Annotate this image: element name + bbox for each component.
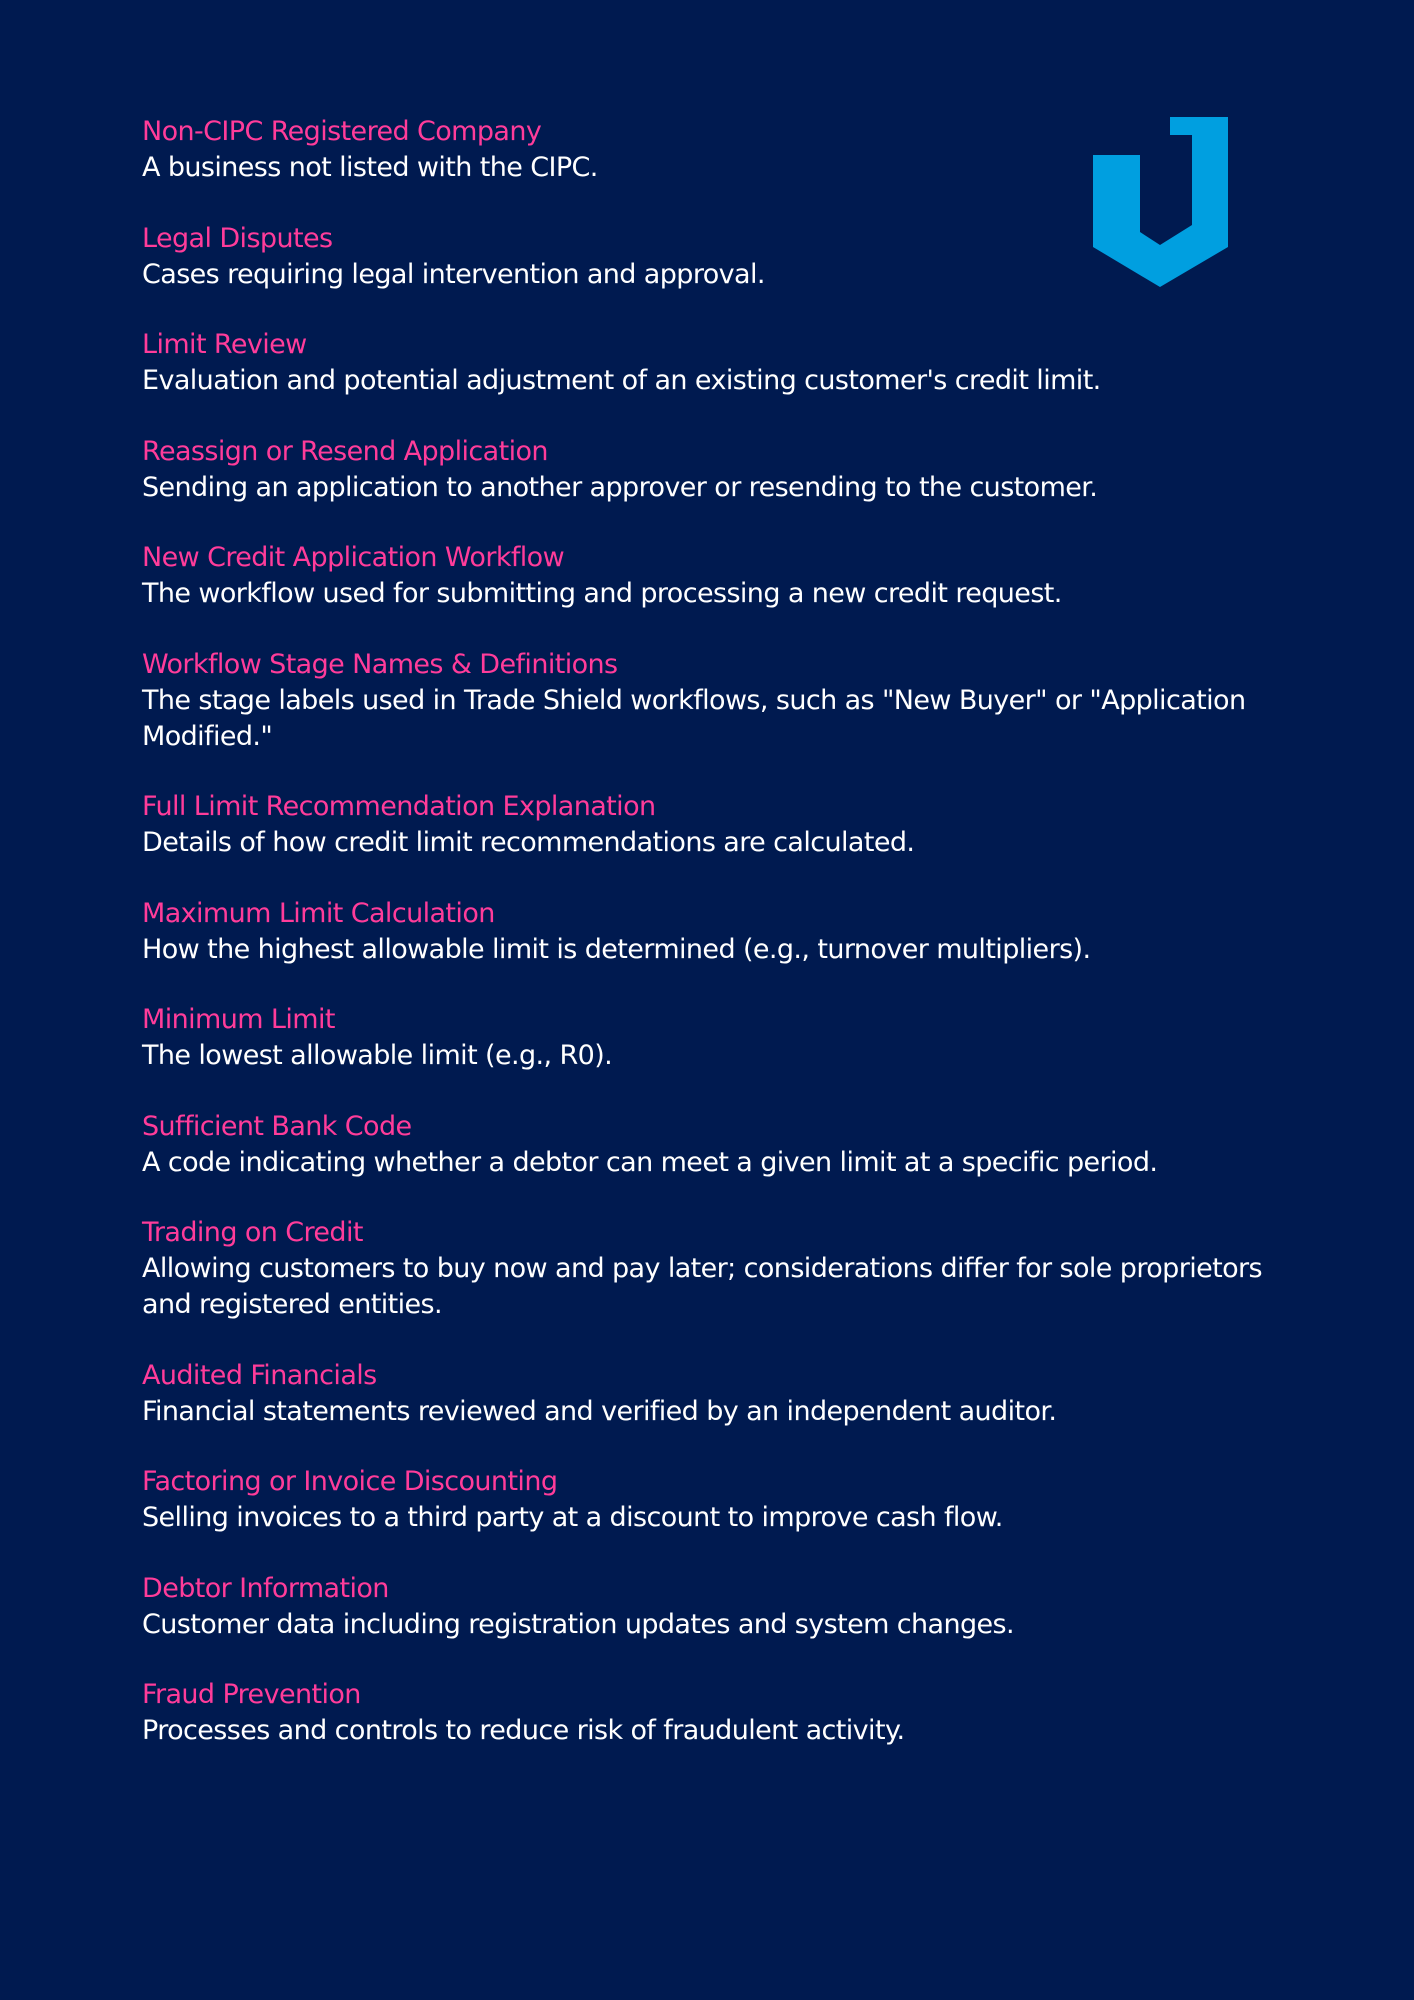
term-description: Customer data including registration updates and system changes.	[142, 1608, 1015, 1640]
glossary-item	[142, 221, 1262, 293]
term-title: Minimum Limit	[142, 1004, 335, 1035]
term-description: Cases requiring legal intervention and approval.	[142, 258, 765, 290]
term-title: Non-CIPC Registered Company	[142, 116, 542, 147]
glossary-item	[142, 1215, 1262, 1323]
term-description: A code indicating whether a debtor can meet a given limit at a specific period.	[142, 1146, 1158, 1178]
term-description: A business not listed with the CIPC.	[142, 152, 598, 183]
term-title: Legal Disputes	[142, 222, 333, 254]
glossary-item	[142, 1109, 1262, 1181]
term-title: Full Limit Recommendation Explanation	[142, 791, 656, 822]
term-description: Sending an application to another approver or resending to the customer.	[142, 471, 1098, 503]
term-description: Processes and controls to reduce risk of fraudulent activity.	[142, 1715, 905, 1746]
term-description: The lowest allowable limit (e.g., R0).	[142, 1040, 613, 1071]
glossary-item	[142, 1002, 1262, 1074]
term-description: How the highest allowable limit is determined (e.g., turnover multipliers).	[142, 933, 1091, 965]
glossary-item	[142, 540, 1262, 612]
term-title: Audited Financials	[142, 1359, 377, 1391]
glossary-item	[142, 1464, 1262, 1536]
term-description: Evaluation and potential adjustment of an existing customer's credit limit.	[142, 365, 1101, 396]
term-title: Limit Review	[142, 329, 307, 360]
term-description: Financial statements reviewed and verified by an independent auditor.	[142, 1395, 1057, 1427]
glossary-item	[142, 327, 1262, 399]
glossary-item	[142, 789, 1262, 861]
glossary-item	[142, 896, 1262, 968]
glossary-list	[142, 114, 1262, 1784]
glossary-item	[142, 1571, 1262, 1643]
glossary-item	[142, 647, 1262, 755]
term-title: Fraud Prevention	[142, 1679, 361, 1710]
term-description: The stage labels used in Trade Shield workflows, such as "New Buyer" or "Application Modified."	[142, 684, 1246, 752]
glossary-item	[142, 434, 1262, 506]
term-description: Details of how credit limit recommendations are calculated.	[142, 827, 915, 858]
glossary-item	[142, 1358, 1262, 1430]
term-title: Reassign or Resend Application	[142, 435, 548, 467]
glossary-item	[142, 1677, 1262, 1749]
term-title: Workflow Stage Names & Definitions	[142, 648, 618, 680]
term-description: Selling invoices to a third party at a discount to improve cash flow.	[142, 1502, 1003, 1533]
term-title: Maximum Limit Calculation	[142, 897, 495, 929]
glossary-item	[142, 114, 1262, 186]
term-title: Factoring or Invoice Discounting	[142, 1466, 558, 1497]
term-title: New Credit Application Workflow	[142, 542, 565, 573]
term-description: Allowing customers to buy now and pay later; considerations differ for sole proprietors and registered entities.	[142, 1253, 1262, 1320]
term-description: The workflow used for submitting and processing a new credit request.	[142, 578, 1062, 609]
term-title: Sufficient Bank Code	[142, 1110, 412, 1142]
term-title: Debtor Information	[142, 1572, 389, 1604]
term-title: Trading on Credit	[142, 1217, 363, 1248]
